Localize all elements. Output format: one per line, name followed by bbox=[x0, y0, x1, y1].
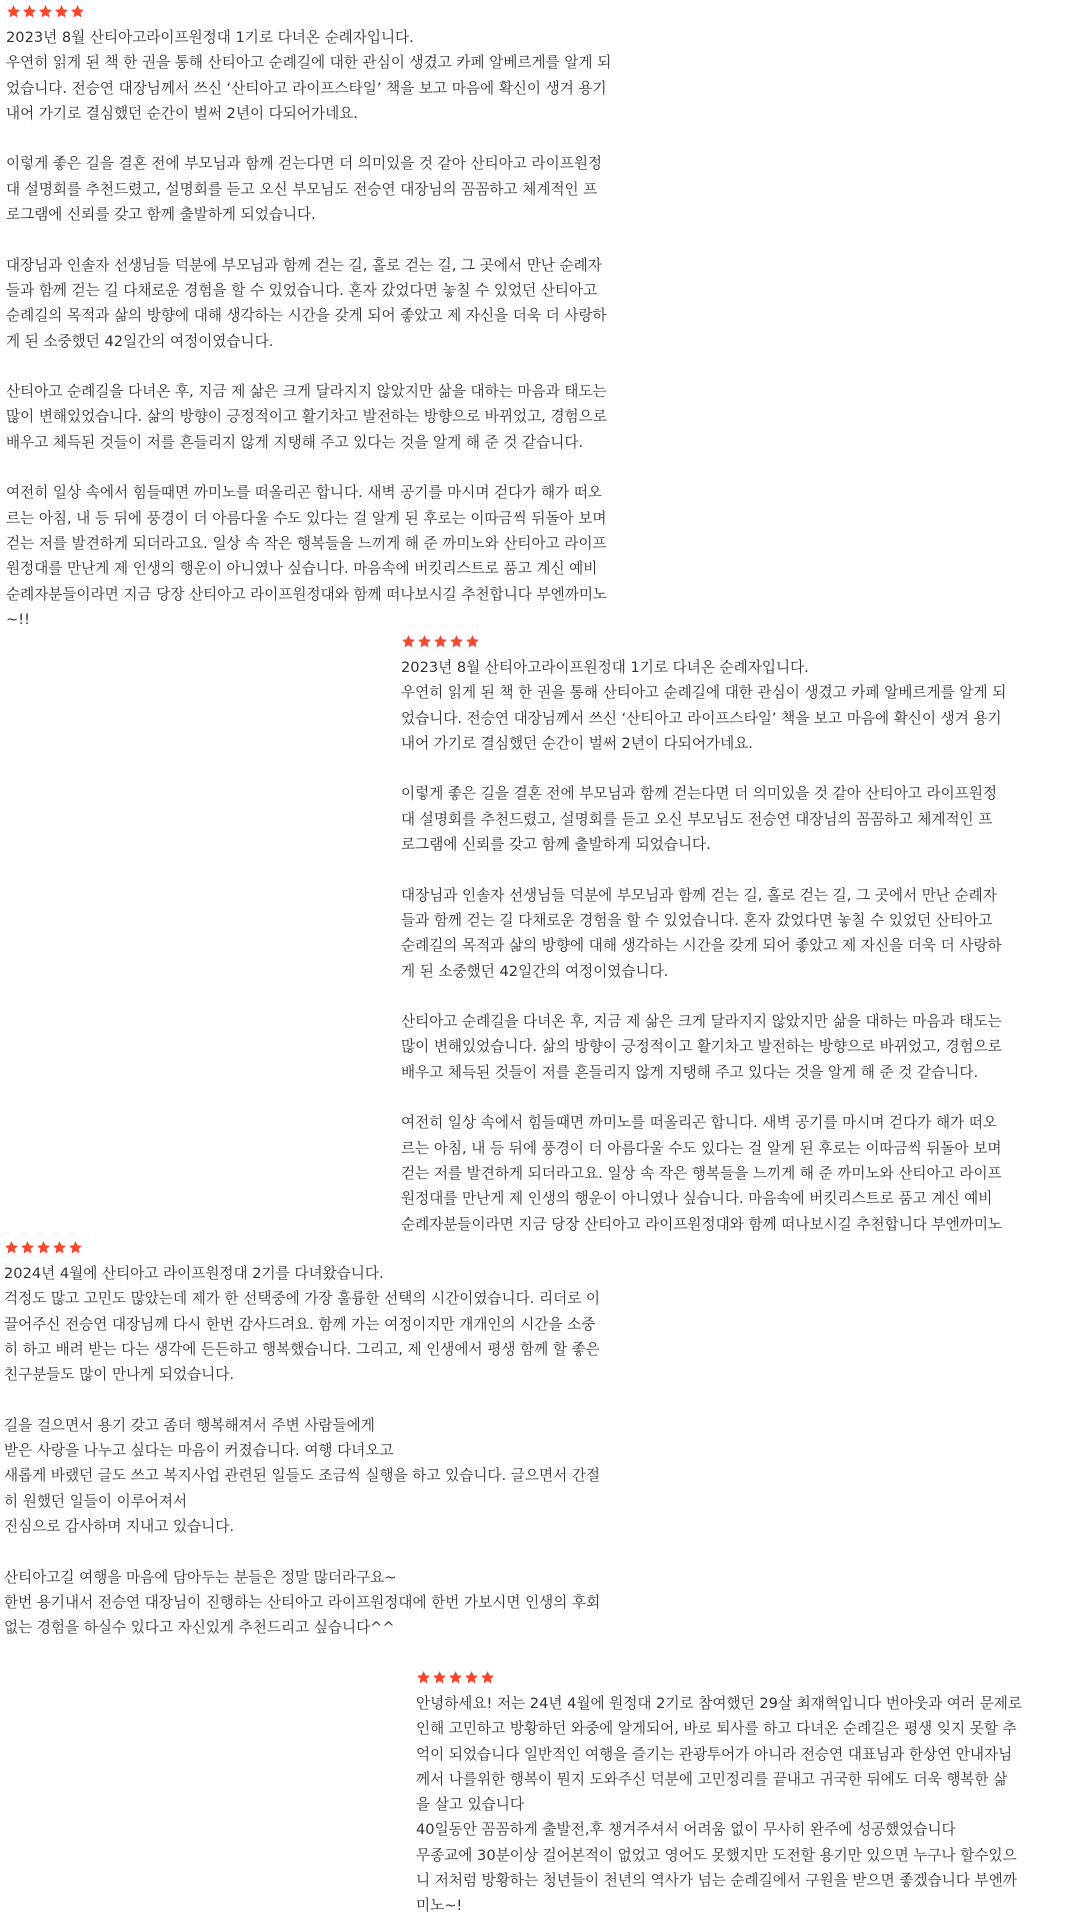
review-text bbox=[6, 25, 666, 632]
review-line: 많이 변해있었습니다. 삶의 방향이 긍정적이고 활기차고 발전하는 방향으로 바뀌었고, 경험으로 bbox=[6, 408, 607, 426]
star-icon bbox=[464, 1670, 479, 1685]
star-icon bbox=[401, 634, 416, 649]
review-line: 많이 변해있었습니다. 삶의 방향이 긍정적이고 활기차고 발전하는 방향으로 바뀌었고, 경험으로 bbox=[401, 1038, 1002, 1056]
review-line: 무종교에 30분이상 걸어본적이 없었고 영어도 못했지만 도전할 용기만 있으면 누구나 할수있으 bbox=[416, 1846, 1017, 1864]
review-line bbox=[4, 1539, 664, 1564]
review-line bbox=[401, 984, 1061, 1009]
review-line: 걱정도 많고 고민도 많았는데 제가 한 선택중에 가장 훌륭한 선택의 시간이였습니다. 리더로 이 bbox=[4, 1290, 601, 1308]
review-line: 르는 아침, 내 등 뒤에 풍경이 더 아름다울 수도 있다는 걸 알게 된 후로는 이따금씩 뒤돌아 보며 bbox=[6, 509, 607, 527]
review-line: 진심으로 감사하며 지내고 있습니다. bbox=[4, 1517, 235, 1535]
star-icon bbox=[432, 1670, 447, 1685]
star-rating bbox=[6, 4, 666, 21]
review-line: 들과 함께 걷는 길 다채로운 경험을 할 수 있었습니다. 혼자 갔었다면 놓칠 수 있었던 산티아고 bbox=[401, 911, 993, 929]
star-icon bbox=[38, 4, 53, 19]
review-line bbox=[401, 1085, 1061, 1110]
review-line: 친구분들도 많이 만나게 되었습니다. bbox=[4, 1366, 235, 1384]
review-line: 길을 걸으면서 용기 갖고 좀더 행복해져서 주변 사람들에게 bbox=[4, 1416, 375, 1434]
star-rating bbox=[416, 1670, 1080, 1687]
review-line bbox=[6, 126, 666, 151]
review-line: 대 설명회를 추천드렸고, 설명회를 듣고 오신 부모님도 전승연 대장님의 꼼꼼하고 체계적인 프 bbox=[401, 810, 993, 828]
review-line: 우연히 읽게 된 책 한 권을 통해 산티아고 순례길에 대한 관심이 생겼고 카페 알베르게를 알게 되 bbox=[401, 684, 1007, 702]
review-line: 로그램에 신뢰를 갖고 함께 출발하게 되었습니다. bbox=[6, 206, 316, 224]
review-line: 원정대를 만난게 제 인생의 행운이 아니였나 싶습니다. 마음속에 버킷리스트로 품고 계신 예비 bbox=[6, 560, 598, 578]
review-line: 대장님과 인솔자 선생님들 덕분에 부모님과 함께 걷는 길, 홀로 걷는 길, 그 곳에서 만난 순례자 bbox=[401, 886, 997, 904]
review-line: 우연히 읽게 된 책 한 권을 통해 산티아고 순례길에 대한 관심이 생겼고 카페 알베르게를 알게 되 bbox=[6, 54, 612, 72]
review-line: 을 살고 있습니다 bbox=[416, 1796, 524, 1814]
review-line: 여전히 일상 속에서 힘들때면 까미노를 떠올리곤 합니다. 새벽 공기를 마시며 걷다가 해가 떠오 bbox=[6, 484, 603, 502]
review-line: ~!! bbox=[6, 610, 30, 628]
review-card bbox=[6, 4, 666, 632]
review-line: 르는 아침, 내 등 뒤에 풍경이 더 아름다울 수도 있다는 걸 알게 된 후로는 이따금씩 뒤돌아 보며 bbox=[401, 1139, 1002, 1157]
star-icon bbox=[54, 4, 69, 19]
review-line: 2024년 4월에 산티아고 라이프원정대 2기를 다녀왔습니다. bbox=[4, 1265, 384, 1282]
star-icon bbox=[22, 4, 37, 19]
review-line: 대 설명회를 추천드렸고, 설명회를 듣고 오신 부모님도 전승연 대장님의 꼼꼼하고 체계적인 프 bbox=[6, 180, 598, 198]
star-icon bbox=[20, 1240, 35, 1255]
review-line bbox=[6, 227, 666, 252]
review-line: 끌어주신 전승연 대장님께 다시 한번 감사드려요. 함께 가는 여정이지만 개개인의 시간을 소중 bbox=[4, 1315, 596, 1333]
star-icon bbox=[480, 1670, 495, 1685]
review-line: 받은 사랑을 나누고 싶다는 마음이 커졌습니다. 여행 다녀오고 bbox=[4, 1442, 394, 1460]
review-line: 한번 용기내서 전승연 대장님이 진행하는 산티아고 라이프원정대에 한번 가보시면 인생의 후회 bbox=[4, 1593, 601, 1611]
review-text bbox=[4, 1261, 664, 1640]
review-line: 산티아고길 여행을 마음에 담아두는 분들은 정말 많더라구요~ bbox=[4, 1568, 397, 1586]
review-line: 순례길의 목적과 삶의 방향에 대해 생각하는 시간을 갖게 되어 좋았고 제 자신을 더욱 더 사랑하 bbox=[6, 307, 607, 325]
review-text bbox=[401, 655, 1061, 1237]
review-line: 들과 함께 걷는 길 다채로운 경험을 할 수 있었습니다. 혼자 갔었다면 놓칠 수 있었던 산티아고 bbox=[6, 281, 598, 299]
review-line: 히 원했던 일들이 이루어져서 bbox=[4, 1492, 188, 1510]
review-line: 내어 가기로 결심했던 순간이 벌써 2년이 다되어가네요. bbox=[401, 734, 753, 752]
review-line: 었습니다. 전승연 대장님께서 쓰신 ‘산티아고 라이프스타일’ 책을 보고 마음에 확신이 생겨 용기 bbox=[401, 709, 1002, 727]
review-line: 억이 되었습니다 일반적인 여행을 즐기는 관광투어가 아니라 전승연 대표님과 한상연 안내자님 bbox=[416, 1745, 1013, 1763]
star-icon bbox=[465, 634, 480, 649]
star-icon bbox=[448, 1670, 463, 1685]
review-line: 배우고 체득된 것들이 저를 흔들리지 않게 지탱해 주고 있다는 것을 알게 해 준 것 같습니다. bbox=[6, 433, 584, 451]
review-line: 게 된 소중했던 42일간의 여정이였습니다. bbox=[401, 962, 669, 980]
star-rating bbox=[401, 634, 1061, 651]
star-icon bbox=[36, 1240, 51, 1255]
review-card bbox=[416, 1670, 1080, 1919]
star-icon bbox=[6, 4, 21, 19]
review-line bbox=[6, 455, 666, 480]
review-line: 미노~! bbox=[416, 1897, 463, 1915]
review-line: 었습니다. 전승연 대장님께서 쓰신 ‘산티아고 라이프스타일’ 책을 보고 마음에 확신이 생겨 용기 bbox=[6, 79, 607, 97]
review-line: 원정대를 만난게 제 인생의 행운이 아니였나 싶습니다. 마음속에 버킷리스트로 품고 계신 예비 bbox=[401, 1190, 993, 1208]
review-line: 걷는 저를 발견하게 되더라고요. 일상 속 작은 행복들을 느끼게 해 준 까미노와 산티아고 라이프 bbox=[401, 1164, 1002, 1182]
review-line: 산티아고 순례길을 다녀온 후, 지금 제 삶은 크게 달라지지 않았지만 삶을 대하는 마음과 태도는 bbox=[6, 383, 607, 401]
review-line: 히 하고 배려 받는 다는 생각에 든든하고 행복했습니다. 그리고, 제 인생에서 평생 함께 할 좋은 bbox=[4, 1340, 600, 1358]
star-icon bbox=[416, 1670, 431, 1685]
star-icon bbox=[433, 634, 448, 649]
review-line: 니 저처럼 방황하는 청년들이 천년의 역사가 넘는 순례길에서 구원을 받으면 좋겠습니다 부엔까 bbox=[416, 1872, 1017, 1890]
review-line bbox=[6, 354, 666, 379]
star-rating bbox=[4, 1240, 664, 1257]
review-line: 이렇게 좋은 길을 결혼 전에 부모님과 함께 걷는다면 더 의미있을 것 같아 산티아고 라이프원정 bbox=[6, 155, 603, 173]
review-line bbox=[401, 857, 1061, 882]
star-icon bbox=[417, 634, 432, 649]
review-line: 께서 나를위한 행복이 뭔지 도와주신 덕분에 고민정리를 끝내고 귀국한 뒤에도 더욱 행복한 삶 bbox=[416, 1770, 1008, 1788]
review-line: 내어 가기로 결심했던 순간이 벌써 2년이 다되어가네요. bbox=[6, 104, 358, 122]
review-card bbox=[4, 1240, 664, 1640]
review-line: 대장님과 인솔자 선생님들 덕분에 부모님과 함께 걷는 길, 홀로 걷는 길, 그 곳에서 만난 순례자 bbox=[6, 256, 602, 274]
review-line: 산티아고 순례길을 다녀온 후, 지금 제 삶은 크게 달라지지 않았지만 삶을 대하는 마음과 태도는 bbox=[401, 1013, 1002, 1031]
review-line: 안녕하세요! 저는 24년 4월에 원정대 2기로 참여했던 29살 최재혁입니다 번아웃과 여러 문제로 bbox=[416, 1695, 1023, 1712]
review-line: 여전히 일상 속에서 힘들때면 까미노를 떠올리곤 합니다. 새벽 공기를 마시며 걷다가 해가 떠오 bbox=[401, 1114, 998, 1132]
star-icon bbox=[70, 4, 85, 19]
review-line: 2023년 8월 산티아고라이프원정대 1기로 다녀온 순례자입니다. bbox=[401, 659, 809, 676]
review-line bbox=[4, 1387, 664, 1412]
review-line: 40일동안 꼼꼼하게 출발전,후 챙겨주셔서 어려움 없이 무사히 완주에 성공했었습니다 bbox=[416, 1821, 956, 1839]
review-line: 걷는 저를 발견하게 되더라고요. 일상 속 작은 행복들을 느끼게 해 준 까미노와 산티아고 라이프 bbox=[6, 534, 607, 552]
review-line: 이렇게 좋은 길을 결혼 전에 부모님과 함께 걷는다면 더 의미있을 것 같아 산티아고 라이프원정 bbox=[401, 785, 998, 803]
review-line: 게 된 소중했던 42일간의 여정이였습니다. bbox=[6, 332, 274, 350]
review-line: 없는 경험을 하실수 있다고 자신있게 추천드리고 싶습니다^^ bbox=[4, 1619, 395, 1637]
review-line: 로그램에 신뢰를 갖고 함께 출발하게 되었습니다. bbox=[401, 836, 711, 854]
review-line: 순례자분들이라면 지금 당장 산티아고 라이프원정대와 함께 떠나보시길 추천합니다 부엔까미노 bbox=[401, 1215, 1003, 1233]
star-icon bbox=[4, 1240, 19, 1255]
review-line: 새롭게 바랬던 글도 쓰고 복지사업 관련된 일들도 조금씩 실행을 하고 있습니다. 글으면서 간절 bbox=[4, 1467, 601, 1485]
star-icon bbox=[68, 1240, 83, 1255]
star-icon bbox=[449, 634, 464, 649]
review-line: 인해 고민하고 방황하던 와중에 알게되어, 바로 퇴사를 하고 다녀온 순례길은 평생 잊지 못할 추 bbox=[416, 1720, 1017, 1738]
review-text bbox=[416, 1691, 1080, 1919]
star-icon bbox=[52, 1240, 67, 1255]
review-line: 배우고 체득된 것들이 저를 흔들리지 않게 지탱해 주고 있다는 것을 알게 해 준 것 같습니다. bbox=[401, 1063, 979, 1081]
review-card bbox=[401, 634, 1061, 1237]
review-line bbox=[401, 756, 1061, 781]
review-line: 2023년 8월 산티아고라이프원정대 1기로 다녀온 순례자입니다. bbox=[6, 29, 414, 46]
review-line: 순례자분들이라면 지금 당장 산티아고 라이프원정대와 함께 떠나보시길 추천합니다 부엔까미노 bbox=[6, 585, 608, 603]
review-line: 순례길의 목적과 삶의 방향에 대해 생각하는 시간을 갖게 되어 좋았고 제 자신을 더욱 더 사랑하 bbox=[401, 937, 1002, 955]
